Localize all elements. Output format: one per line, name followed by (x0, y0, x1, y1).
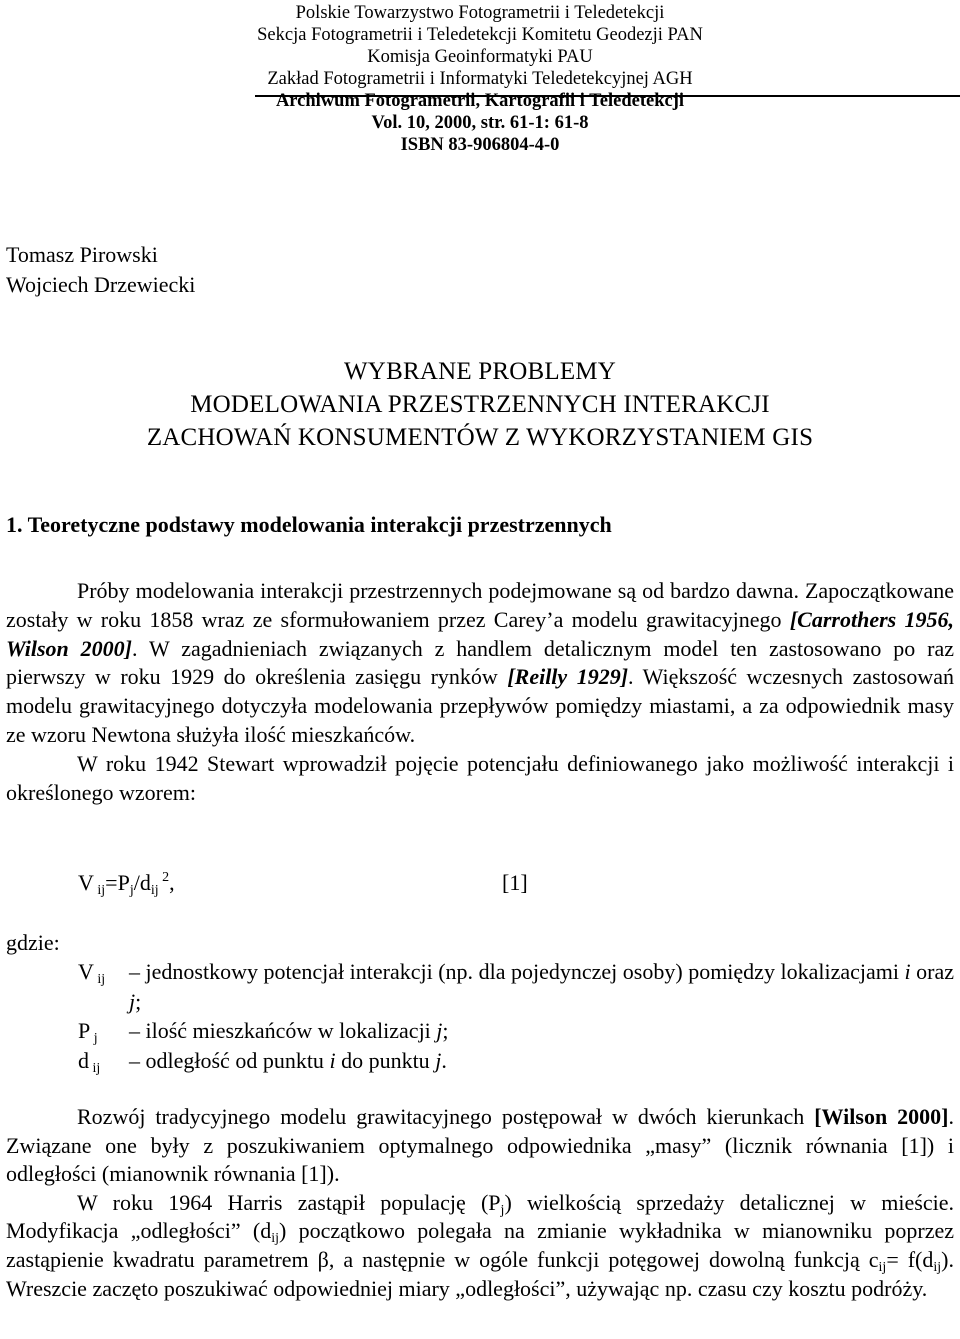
formula (78, 868, 175, 898)
text-span: . Związane one były z poszukiwaniem optymalnego odpowiednika „masy” (licznik równania [1]) i odległości (mianownik równania [1]). (6, 1104, 954, 1187)
title-line: ZACHOWAŃ KONSUMENTÓW Z WYKORZYSTANIEM GIS (146, 424, 814, 451)
volume-info: Vol. 10, 2000, str. 61-1: 61-8 (371, 113, 589, 133)
formula-number: [1] (502, 870, 528, 895)
definitions-list (78, 957, 954, 1075)
formula-subscript: ij (97, 883, 106, 898)
formula-symbol: , (169, 870, 175, 895)
author-name: Wojciech Drzewiecki (6, 272, 196, 297)
definition-text: – odległość od punktu i do punktu j. (129, 1047, 447, 1073)
header-rule (255, 95, 960, 97)
formula-symbol: /d (133, 870, 151, 895)
title-line: WYBRANE PROBLEMY (344, 358, 616, 385)
definition-text: – jednostkowy potencjał interakcji (np. dla pojedynczej osoby) pomiędzy lokalizacjami i oraz j; (129, 959, 955, 1014)
journal-title: Archiwum Fotogrametrii, Kartografii i Teledetekcji (275, 91, 685, 111)
formula-exponent: 2 (162, 870, 170, 885)
formula-subscript: j (129, 883, 134, 898)
section-name: Sekcja Fotogrametrii i Teledetekcji Komitetu Geodezji PAN (257, 25, 703, 45)
isbn: ISBN 83-906804-4-0 (400, 135, 560, 155)
definition-item (78, 957, 954, 1016)
paragraph: W roku 1964 Harris zastąpił populację $(P_j)$ wielkością sprzedaży detalicznej w mieście. Modyfikacja „odległości” $(d_{ij})$ początkowo polegała na zmianie wykładnika w mianowniku poprzez zastąpienie kwadratu parametrem β, a następnie w ogóle funkcji potęgowej dowolną funkcją $c_{ij}= f(d_{ij})$. Wreszcie zaczęto poszukiwać odpowiedniej miary „odległości”, używając np. czasu czy kosztu podróży. (6, 1189, 954, 1301)
paragraph: W roku 1942 Stewart wprowadził pojęcie potencjału definiowanego jako możliwość interakcji i określonego wzorem: (6, 750, 954, 805)
commission-name: Komisja Geoinformatyki PAU (367, 47, 593, 67)
document-header (0, 2, 960, 156)
definition-symbol: V $_{ij}$ (78, 959, 106, 987)
citation: [Reilly 1929] (507, 664, 629, 690)
where-label: gdzie: (6, 930, 60, 955)
definition-symbol: P $_j$ (78, 1018, 98, 1046)
author-name: Tomasz Pirowski (6, 242, 158, 267)
authors (6, 240, 195, 300)
body-text-continued (6, 1103, 954, 1303)
formula-symbol: V (78, 870, 94, 895)
citation: [Carrothers 1956, Wilson 2000] (6, 606, 954, 661)
text-span: Rozwój tradycyjnego modelu grawitacyjnego postępował w dwóch kierunkach (77, 1104, 815, 1129)
paragraph (6, 577, 954, 750)
citation: [Wilson 2000] (814, 1104, 949, 1129)
formula-subscript: ij (150, 883, 159, 898)
body-text (6, 577, 954, 807)
formula-symbol: =P (105, 870, 130, 895)
paper-title (0, 355, 960, 454)
section-heading: 1. Teoretyczne podstawy modelowania interakcji przestrzennych (6, 512, 612, 537)
definition-item (78, 1046, 954, 1076)
text-span: . W zagadnieniach związanych z handlem detalicznym model ten zastosowano po raz pierwszy w roku 1929 do określenia zasięgu rynków (6, 635, 954, 690)
society-name: Polskie Towarzystwo Fotogrametrii i Teledetekcji (295, 3, 665, 23)
department-name: Zakład Fotogrametrii i Informatyki Teledetekcyjnej AGH (267, 69, 693, 89)
title-line: MODELOWANIA PRZESTRZENNYCH INTERAKCJI (190, 391, 770, 418)
definition-item (78, 1016, 954, 1046)
definition-symbol: d $_{ij}$ (78, 1047, 101, 1076)
definition-text: – ilość mieszkańców w lokalizacji j; (129, 1018, 449, 1043)
paragraph (6, 1103, 954, 1189)
text-span: . Większość wczesnych zastosowań modelu grawitacyjnego dotyczyła modelowania przepływów pomiędzy miastami, a za odpowiednik masy ze wzoru Newtona służyła ilość mieszkańców. (6, 664, 954, 747)
text-span: Próby modelowania interakcji przestrzennych podejmowane są od bardzo dawna. Zapoczątkowane zostały w roku 1858 wraz ze sformułowaniem przez Carey’a modelu grawitacyjnego (6, 578, 954, 632)
